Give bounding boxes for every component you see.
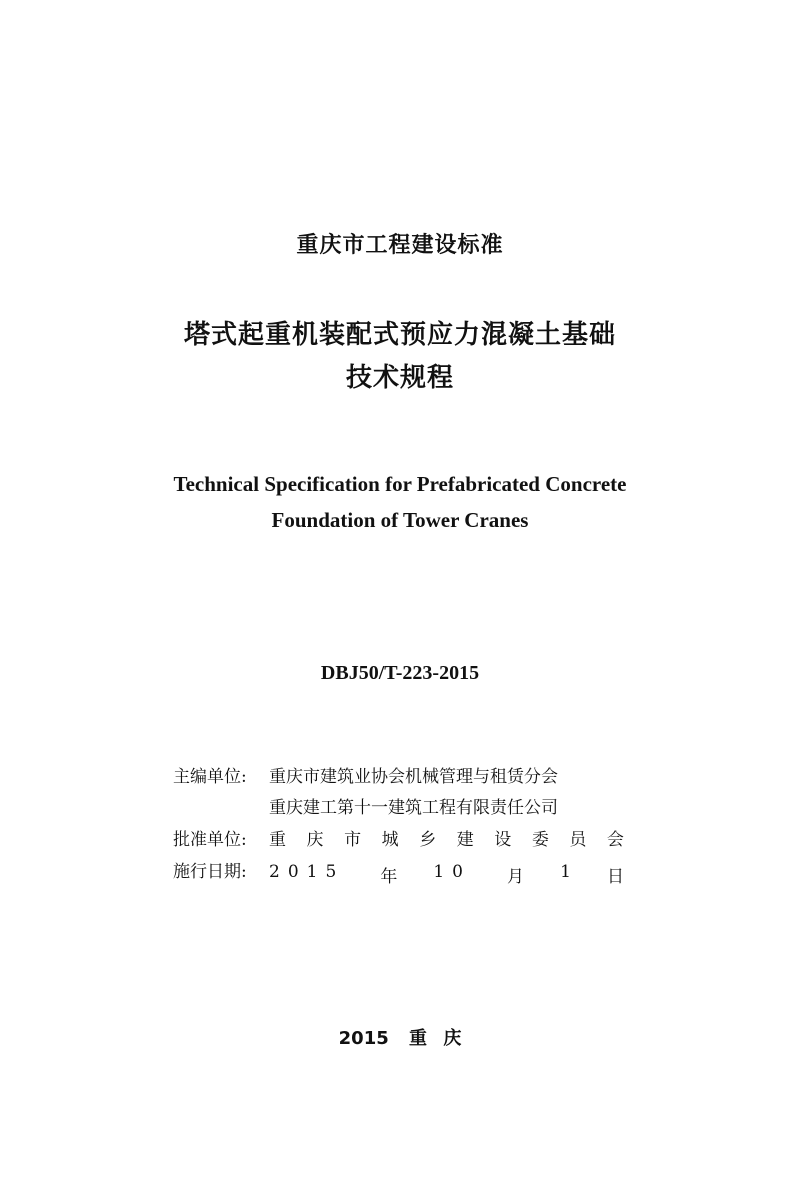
editor-org-1: 重庆市建筑业协会机械管理与租赁分会 xyxy=(269,767,558,787)
standard-code: DBJ50/T-223-2015 xyxy=(320,662,480,684)
approver-char: 城 xyxy=(381,830,399,850)
approver-char: 委 xyxy=(531,830,549,850)
editor-row-2 xyxy=(173,793,633,818)
approver-char: 建 xyxy=(456,830,474,850)
title-cn-line1: 塔式起重机装配式预应力混凝土基础 xyxy=(183,320,616,350)
editor-row xyxy=(173,762,633,787)
approver-char: 市 xyxy=(344,830,362,850)
title-en-line2: Foundation of Tower Cranes xyxy=(271,508,529,532)
footer-imprint xyxy=(0,1024,800,1050)
approver-org xyxy=(269,825,624,850)
series-title: 重庆市工程建设标准 xyxy=(296,233,504,258)
date-month: 10 xyxy=(433,862,471,882)
date-day: 1 xyxy=(560,862,571,882)
approver-char: 庆 xyxy=(306,830,324,850)
approver-char: 会 xyxy=(606,830,624,850)
date-day-unit: 日 xyxy=(606,867,624,887)
date-year: 2015 xyxy=(269,862,345,882)
approver-char: 员 xyxy=(569,830,587,850)
footer-year: 2015 xyxy=(338,1028,389,1049)
title-en-line1: Technical Specification for Prefabricated Concrete xyxy=(173,472,627,496)
approver-row xyxy=(173,825,633,850)
effective-date xyxy=(269,862,624,887)
date-row xyxy=(173,857,633,887)
editor-label: 主编单位: xyxy=(173,767,247,787)
date-label: 施行日期: xyxy=(173,862,247,882)
editor-org-2: 重庆建工第十一建筑工程有限责任公司 xyxy=(269,798,558,818)
footer-place: 重 庆 xyxy=(409,1028,462,1049)
approver-char: 重 xyxy=(269,830,286,850)
approver-char: 设 xyxy=(494,830,512,850)
title-cn-line2: 技术规程 xyxy=(345,363,454,393)
date-year-unit: 年 xyxy=(380,867,398,887)
approver-char: 乡 xyxy=(419,830,437,850)
date-month-unit: 月 xyxy=(507,867,525,887)
approver-label: 批准单位: xyxy=(173,830,247,850)
